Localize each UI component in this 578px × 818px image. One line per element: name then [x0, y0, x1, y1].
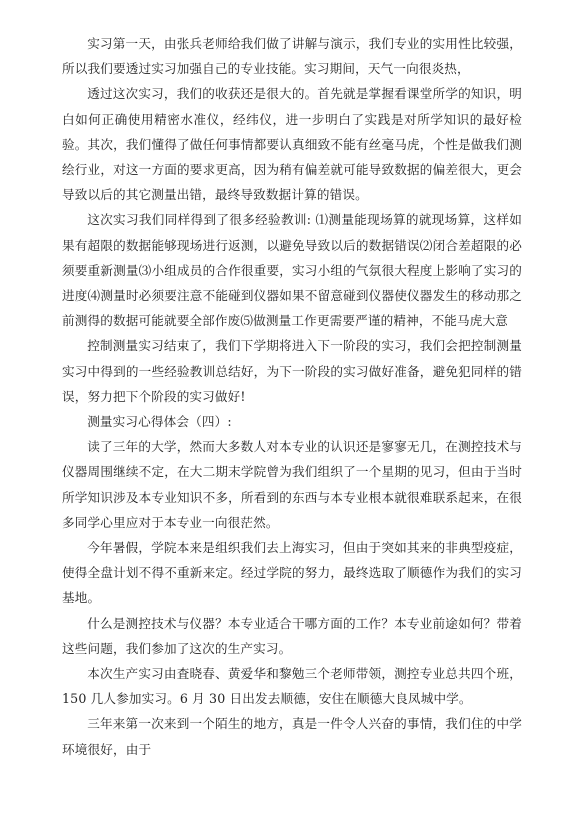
section-heading: 测量实习心得体会（四）: [87, 414, 232, 430]
paragraph-lessons: 这次实习我们同样得到了很多经验教训: ⑴测量能现场算的就现场算，这样如果有超限的数据能够现场进行返测，以避免导致以后的数据错误⑵闭合差超限的必须要重新测量⑶小组成员的合作很重要，实习小组的气氛很大程度上影响了实习的进度⑷测量时必须要注意不能碰到仪器如果不留意碰到仪器使仪器发生的移动那之前测得的数据可能就要全部作废⑸做测量工作更需要严谨的精神，不能马虎大意 [62, 212, 522, 329]
paragraph-summer: 今年暑假，学院本来是组织我们去上海实习，但由于突如其来的非典型疫症，使得全盘计划不得不重新来定。经过学院的努力，最终选取了顺德作为我们的实习基地。 [62, 540, 522, 606]
document-page [62, 31, 522, 762]
paragraph-conclusion: 控制测量实习结束了，我们下学期将进入下一阶段的实习，我们会把控制测量实习中得到的一些经验教训总结好，为下一阶段的实习做好准备，避免犯同样的错误，努力把下个阶段的实习做好! [62, 338, 522, 404]
paragraph-gains: 透过这次实习，我们的收获还是很大的。首先就是掌握看课堂所学的知识，明白如何正确使用精密水准仪，经纬仪，进一步明白了实践是对所学知识的最好检验。其次，我们懂得了做任何事情都要认真细致不能有丝毫马虎，个性是做我们测绘行业，对这一方面的要求更高，因为稍有偏差就可能导致数据的偏差很大，更会导致以后的其它测量出错，最终导致数据计算的错误。 [62, 86, 522, 203]
paragraph-questions: 什么是测控技术与仪器？本专业适合干哪方面的工作？本专业前途如何？带着这些问题，我们参加了这次的生产实习。 [62, 615, 522, 656]
paragraph-first-time: 三年来第一次来到一个陌生的地方，真是一件令人兴奋的事情，我们住的中学环境很好，由于 [62, 716, 522, 757]
paragraph-first-day: 实习第一天，由张兵老师给我们做了讲解与演示，我们专业的实用性比较强，所以我们要透过实习加强自己的专业技能。实习期间，天气一向很炎热， [62, 36, 522, 77]
paragraph-teachers: 本次生产实习由査晓春、黄爱华和黎勉三个老师带领，测控专业总共四个班，150 几人参加实习。6 月 30 日出发去顺德，安住在顺德大良凤城中学。 [62, 666, 522, 707]
paragraph-three-years: 读了三年的大学，然而大多数人对本专业的认识还是寥寥无几，在测控技术与仪器周围继续不定，在大二期末学院曾为我们组织了一个星期的见习，但由于当时所学知识涉及本专业知识不多，所看到的东西与本专业根本就很难联系起来，在很多同学心里应对于本专业一向很茫然。 [62, 439, 522, 530]
